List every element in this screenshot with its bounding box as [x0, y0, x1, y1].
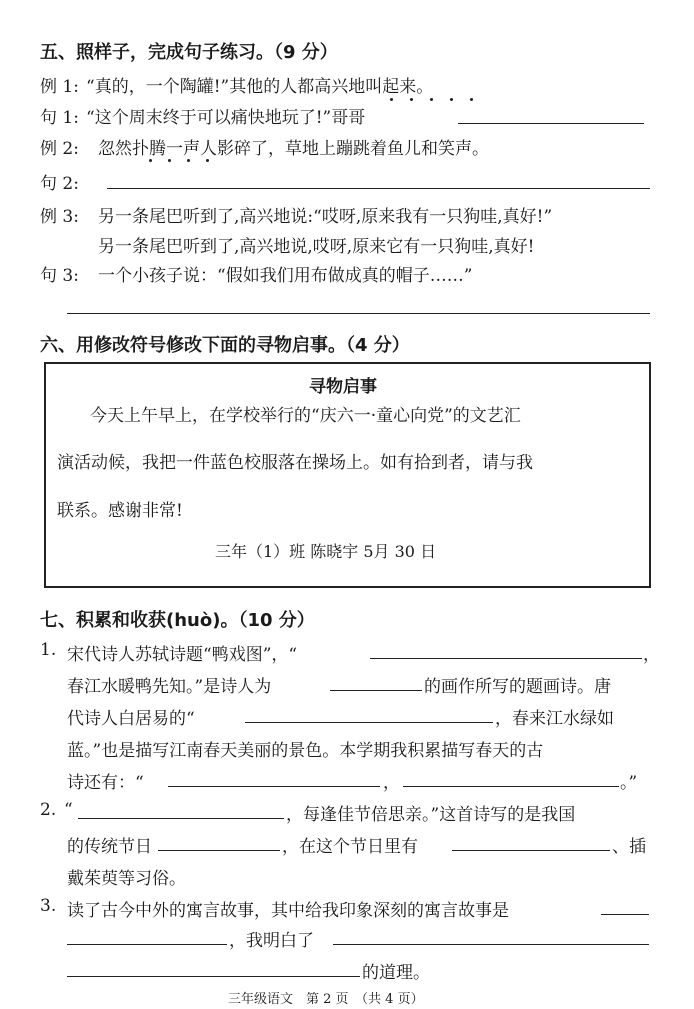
notice-title: 寻物启事	[309, 377, 377, 397]
question-number: 2.	[40, 800, 57, 820]
q3-line3-text: 的道理。	[362, 963, 430, 983]
q1-line2-text: 春江水暖鸭先知。”是诗人为	[67, 677, 272, 697]
example3-label: 例 3:	[40, 207, 79, 227]
example2-label: 例 2:	[40, 139, 79, 159]
q1-line5-comma: ，	[383, 773, 400, 793]
emphasis-dot	[390, 98, 393, 101]
q3-line1-text: 读了古今中外的寓言故事，其中给我印象深刻的寓言故事是	[67, 901, 509, 921]
emphasis-dot	[168, 159, 171, 162]
question2-label: 句 2:	[40, 174, 79, 194]
q1-line1-comma: ，	[643, 645, 660, 665]
answer-blank[interactable]	[158, 850, 280, 851]
emphasis-dot	[450, 98, 453, 101]
notice-line: 今天上午早上，在学校举行的“庆六一·童心向党”的文艺汇	[90, 406, 521, 426]
answer-blank[interactable]	[330, 690, 422, 691]
q2-line2-text: ，在这个节日里有	[282, 837, 418, 857]
q2-line1-text: ，每逢佳节倍思亲。”这首诗写的是我国	[286, 805, 576, 825]
page-footer: 三年级语文 第 2 页 （共 4 页）	[228, 992, 424, 1007]
section7-heading: 七、积累和收获(huò)。（10 分）	[40, 610, 315, 631]
answer-blank[interactable]	[370, 658, 642, 659]
answer-blank[interactable]	[67, 313, 650, 314]
q2-line3-text: 戴茱萸等习俗。	[67, 869, 186, 889]
answer-blank[interactable]	[458, 123, 644, 124]
example3-text-a: 另一条尾巴听到了,高兴地说:“哎呀,原来我有一只狗哇,真好!”	[98, 207, 553, 227]
example1-text: “真的，一个陶罐!”其他的人都高兴地叫起来。	[86, 77, 434, 97]
emphasis-dot	[470, 98, 473, 101]
question1-label: 句 1:	[40, 108, 79, 128]
q1-line4-text: 蓝。”也是描写江南春天美丽的景色。本学期我积累描写春天的古	[67, 741, 544, 761]
answer-blank[interactable]	[107, 188, 650, 189]
question-number: 1.	[40, 640, 57, 660]
q2-line1-quote: “	[64, 800, 73, 820]
answer-blank[interactable]	[333, 944, 649, 945]
q1-line2-text: 的画作所写的题画诗。唐	[424, 677, 611, 697]
q1-line3-text: 代诗人白居易的“	[67, 709, 195, 729]
example3-text-b: 另一条尾巴听到了,高兴地说,哎呀,原来它有一只狗哇,真好!	[98, 237, 535, 257]
answer-blank[interactable]	[452, 850, 610, 851]
section5-heading: 五、照样子，完成句子练习。（9 分）	[40, 42, 338, 63]
question3-label: 句 3:	[40, 266, 79, 286]
answer-blank[interactable]	[601, 914, 649, 915]
question1-text: “这个周末终于可以痛快地玩了!”哥哥	[86, 108, 366, 128]
emphasis-dot	[206, 159, 209, 162]
answer-blank[interactable]	[245, 722, 493, 723]
answer-blank[interactable]	[403, 786, 619, 787]
q1-line3-text: ，春来江水绿如	[495, 709, 614, 729]
emphasis-dot	[187, 159, 190, 162]
q1-line5-end: 。”	[620, 773, 638, 793]
question-number: 3.	[40, 896, 57, 916]
q2-line2-text: 的传统节日	[67, 837, 152, 857]
answer-blank[interactable]	[67, 976, 360, 977]
answer-blank[interactable]	[78, 818, 284, 819]
section6-heading: 六、用修改符号修改下面的寻物启事。（4 分）	[40, 335, 410, 356]
emphasis-dot	[410, 98, 413, 101]
q2-line2-text: 、插	[612, 837, 646, 857]
q3-line2-text: ，我明白了	[229, 931, 314, 951]
q1-line5-text: 诗还有：“	[67, 773, 144, 793]
emphasis-dot	[430, 98, 433, 101]
answer-blank[interactable]	[168, 786, 380, 787]
example1-label: 例 1:	[40, 77, 79, 97]
answer-blank[interactable]	[67, 944, 227, 945]
question3-text: 一个小孩子说：“假如我们用布做成真的帽子……”	[98, 266, 473, 286]
notice-line: 联系。感谢非常!	[57, 501, 183, 521]
notice-line: 演活动候，我把一件蓝色校服落在操场上。如有拾到者，请与我	[57, 453, 533, 473]
notice-signature: 三年（1）班 陈晓宇 5月 30 日	[215, 542, 437, 561]
q1-line1-text: 宋代诗人苏轼诗题“鸭戏图”，“	[67, 645, 298, 665]
example2-text: 忽然扑腾一声人影碎了，草地上蹦跳着鱼儿和笑声。	[98, 139, 489, 159]
emphasis-dot	[149, 159, 152, 162]
